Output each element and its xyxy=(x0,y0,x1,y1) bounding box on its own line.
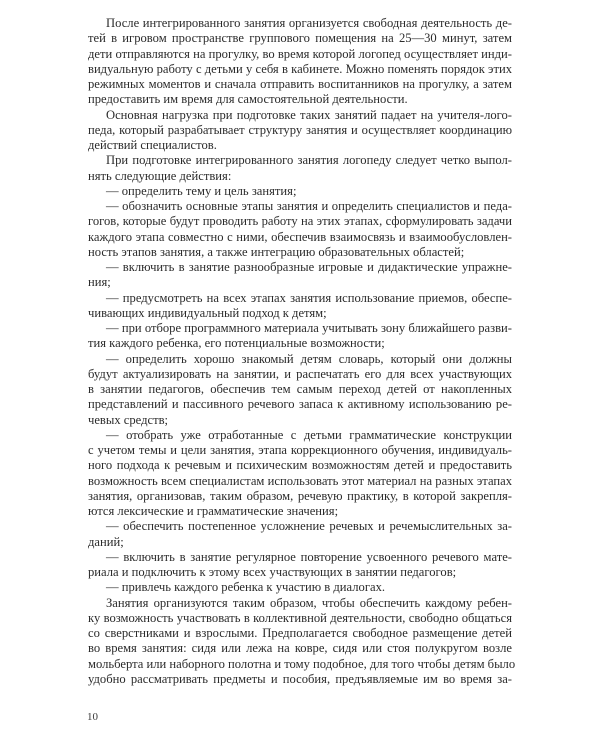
text-line: ного подхода к речевым и психическим возможностям детей и предоставить xyxy=(88,458,512,473)
page-number: 10 xyxy=(87,711,98,723)
text-line: риала и подключить к этому всех участвующих в занятии педагогов; xyxy=(88,565,457,579)
text-line: — предусмотреть на всех этапах занятия использование приемов, обеспе- xyxy=(106,290,512,305)
text-line: даний; xyxy=(88,534,124,549)
text-line: ния; xyxy=(88,275,111,290)
text-line: — обеспечить постепенное усложнение речевых и речемыслительных за- xyxy=(106,519,512,534)
text-line: нять следующие действия: xyxy=(88,168,232,183)
text-line: представлений и пассивного речевого запаса к активному использованию ре- xyxy=(88,397,512,412)
text-line: — обозначить основные этапы занятия и определить специалистов и педа- xyxy=(106,199,512,213)
text-line: — включить в занятие регулярное повторение усвоенного речевого мате- xyxy=(106,549,512,564)
text-line: чевых средств; xyxy=(88,412,169,427)
text-line: во время занятия: сидя или лежа на ковре, сидя или стоя полукругом возле xyxy=(88,641,512,656)
text-line: При подготовке интегрированного занятия логопеду следует четко выпол- xyxy=(106,153,512,168)
text-line: каждого этапа совместно с ними, обеспечив взаимосвязь и взаимообусловлен- xyxy=(88,229,512,244)
text-line: занятия, организовав, таким образом, речевую практику, в которой закрепля- xyxy=(88,488,512,503)
text-line: видуальную работу с детьми у себя в кабинете. Можно поменять порядок этих xyxy=(88,61,512,76)
text-line: После интегрированного занятия организуется свободная деятельность де- xyxy=(106,16,512,30)
text-line: будут актуализировать на занятии, и распечатать его для всех участвующих xyxy=(88,366,512,381)
text-line: ку возможность участвовать в коллективной деятельности, свободно общаться xyxy=(88,610,512,625)
text-line: удобно рассматривать предметы и пособия, предъявляемые им во время за- xyxy=(88,671,512,686)
text-line: Занятия организуются таким образом, чтобы обеспечить каждому ребен- xyxy=(106,595,512,610)
body-text xyxy=(88,16,516,687)
text-line: дети отправляются на прогулку, во время которой логопед осуществляет инди- xyxy=(88,46,512,61)
text-line: режимных моментов и сначала отправить воспитанников на прогулку, а затем xyxy=(88,77,512,91)
text-line: действий специалистов. xyxy=(88,138,217,152)
text-line: — определить тему и цель занятия; xyxy=(106,183,297,198)
text-line: — отобрать уже отработанные с детьми грамматические конструкции xyxy=(106,427,512,442)
text-line: чивающих индивидуальный подход к детям; xyxy=(88,305,327,320)
text-line: ность этапов занятия, а также интеграцию образовательных областей; xyxy=(88,244,465,259)
text-line: Основная нагрузка при подготовке таких занятий падает на учителя-лого- xyxy=(106,107,512,122)
text-line: тия каждого ребенка, его потенциальные возможности; xyxy=(88,336,385,351)
text-line: возможность всем специалистам использовать этот материал на разных этапах xyxy=(88,473,512,488)
text-line: — включить в занятие разнообразные игровые и дидактические упражне- xyxy=(106,260,512,274)
text-line: — при отборе программного материала учитывать зону ближайшего разви- xyxy=(106,321,512,335)
text-line: педа, который разрабатывает структуру занятия и осуществляет координацию xyxy=(88,122,512,137)
text-line: — определить хорошо знакомый детям словарь, который они должны xyxy=(106,351,512,366)
text-line: тей в игровом пространстве группового помещения на 25—30 минут, затем xyxy=(88,31,512,46)
text-line: — привлечь каждого ребенка к участию в диалогах. xyxy=(106,580,386,595)
text-line: с учетом темы и цели занятия, этапа коррекционного обучения, индивидуаль- xyxy=(88,443,512,457)
text-line: мольберта или наборного полотна и тому подобное, для того чтобы детям было xyxy=(88,656,516,671)
text-line: со сверстниками и взрослыми. Предполагается свободное размещение детей xyxy=(88,626,512,640)
text-line: предоставить им время для самостоятельной деятельности. xyxy=(88,92,408,107)
text-line: гогов, которые будут проводить работу на этих этапах, сформулировать задачи xyxy=(88,214,512,229)
text-line: ются лексические и грамматические значения; xyxy=(88,504,339,518)
text-line: в занятии педагогов, обеспечив тем самым переход детей от накопленных xyxy=(88,382,512,396)
